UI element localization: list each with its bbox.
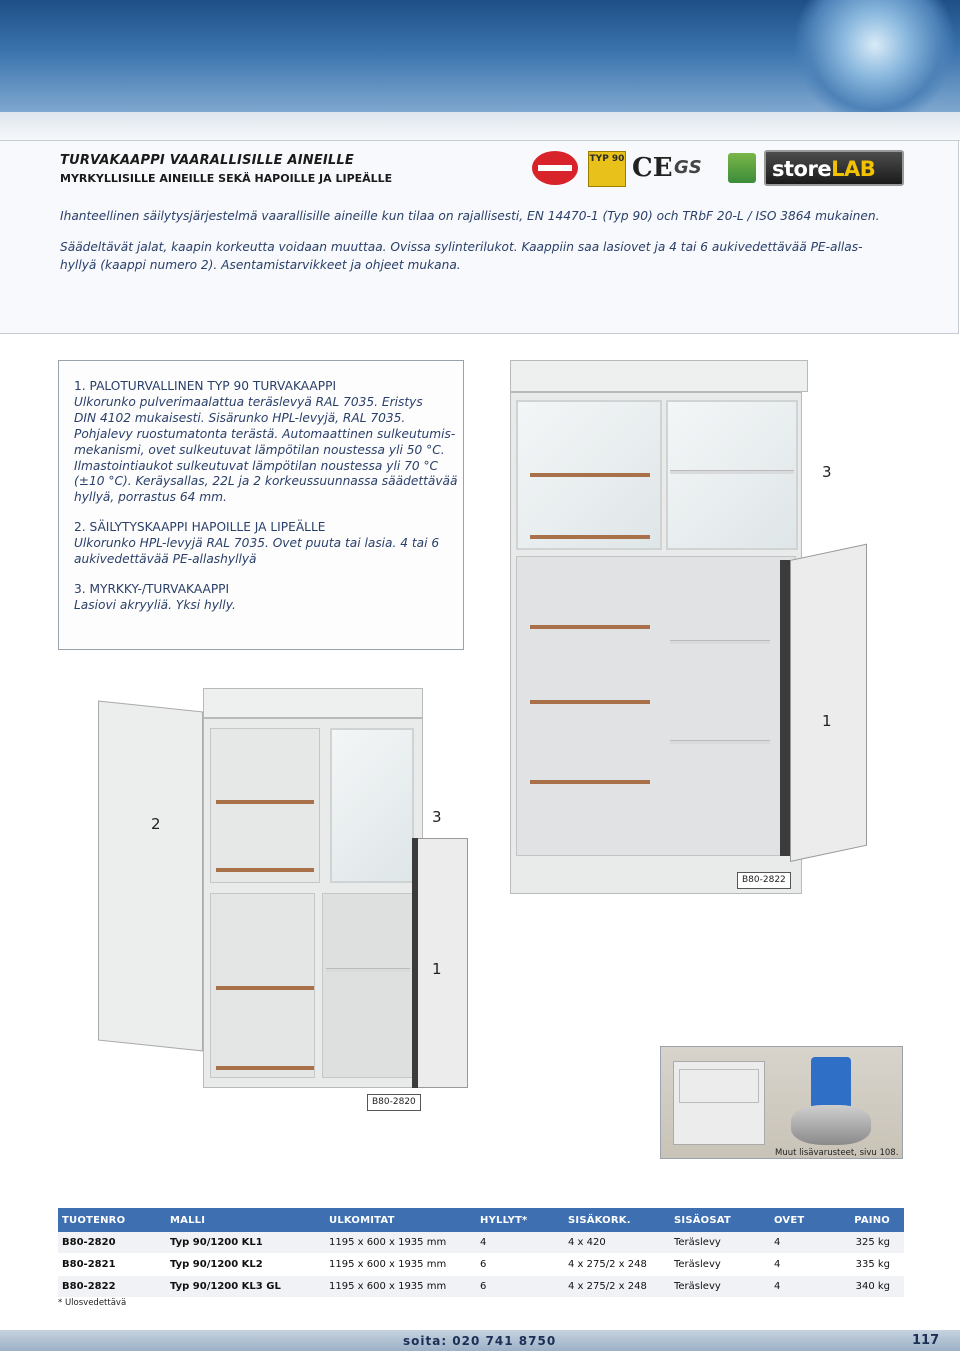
section-1-line: mekanismi, ovet sulkeutuvat lämpötilan noustessa yli 50 °C. [74,443,445,457]
page-number: 117 [912,1333,940,1348]
cabinet-image-b80-2820 [98,688,470,1088]
table-cell: B80-2821 [58,1254,166,1276]
table-cell: 4 x 275/2 x 248 [564,1276,670,1298]
table-cell: Typ 90/1200 KL1 [166,1232,325,1254]
water-drop-image [790,0,960,112]
model-label-b80-2820: B80-2820 [367,1094,421,1111]
spec-table [58,1208,904,1298]
section-3-line: Lasiovi akryyliä. Yksi hylly. [74,598,236,612]
cabinet-label-2: 2 [151,815,161,833]
table-cell: Teräslevy [670,1276,770,1298]
cabinet-label-1: 1 [822,712,832,730]
cabinet-image-b80-2822 [510,360,810,865]
column-header: TUOTENRO [58,1208,166,1232]
table-cell: 1195 x 600 x 1935 mm [325,1254,476,1276]
section-1-line: DIN 4102 mukaisesti. Sisärunko HPL-levyjä, RAL 7035. [74,411,406,425]
prohibition-logo-icon [532,151,578,185]
section-2-line: Ulkorunko HPL-levyjä RAL 7035. Ovet puuta tai lasia. 4 tai 6 [74,536,440,550]
table-cell: Teräslevy [670,1232,770,1254]
gs-mark-icon: GS [674,157,702,178]
table-cell: 4 [770,1276,846,1298]
table-cell: 335 kg [846,1254,904,1276]
eco-logo-icon [728,153,756,183]
column-header: SISÄOSAT [670,1208,770,1232]
column-header: PAINO [846,1208,904,1232]
storelab-logo [764,150,904,186]
section-1-line: (±10 °C). Keräysallas, 22L ja 2 korkeussuunnassa säädettävää [74,474,458,488]
table-cell: Teräslevy [670,1254,770,1276]
table-cell: 6 [476,1276,564,1298]
table-header-row [58,1208,904,1232]
table-cell: Typ 90/1200 KL2 [166,1254,325,1276]
intro-line-3: hyllyä (kaappi numero 2). Asentamistarvikkeet ja ohjeet mukana. [60,258,461,272]
table-cell: 4 x 420 [564,1232,670,1254]
column-header: OVET [770,1208,846,1232]
section-2-title: 2. SÄILYTYSKAAPPI HAPOILLE JA LIPEÄLLE [74,520,326,534]
cabinet-label-3: 3 [822,463,832,481]
table-cell: B80-2820 [58,1232,166,1254]
table-row [58,1254,904,1276]
table-cell: Typ 90/1200 KL3 GL [166,1276,325,1298]
cabinet-label-3: 3 [432,808,442,826]
table-footnote: * Ulosvedettävä [58,1298,127,1308]
table-cell: 4 [476,1232,564,1254]
intro-line-2: Säädeltävät jalat, kaapin korkeutta voidaan muuttaa. Ovissa sylinterilukot. Kaappiin saa lasiovet ja 4 tai 6 aukivedettävää PE-allas- [60,240,863,254]
column-header: ULKOMITAT [325,1208,476,1232]
cabinet-label-1: 1 [432,960,442,978]
column-header: HYLLYT* [476,1208,564,1232]
accessory-photo [660,1046,903,1159]
logo-lab-text: LAB [831,157,876,181]
table-row [58,1276,904,1298]
logo-store-text: store [772,157,832,181]
ce-mark-icon: CE [632,153,673,183]
page-subtitle: MYRKYLLISILLE AINEILLE SEKÄ HAPOILLE JA LIPEÄLLE [60,172,393,185]
column-header: SISÄKORK. [564,1208,670,1232]
certification-logos [532,149,907,189]
section-1-title: 1. PALOTURVALLINEN TYP 90 TURVAKAAPPI [74,379,337,393]
footer-phone: soita: 020 741 8750 [403,1334,557,1348]
section-3-title: 3. MYRKKY-/TURVAKAAPPI [74,582,230,596]
table-cell: 1195 x 600 x 1935 mm [325,1232,476,1254]
table-cell: 325 kg [846,1232,904,1254]
section-1-line: Pohjalevy ruostumatonta terästä. Automaattinen sulkeutumis- [74,427,456,441]
table-cell: 4 [770,1254,846,1276]
column-header: MALLI [166,1208,325,1232]
section-1-line: Ilmastointiaukot sulkeutuvat lämpötilan noustessa yli 70 °C [74,459,439,473]
banner-strip [0,112,960,141]
table-cell: 340 kg [846,1276,904,1298]
section-1-line: Ulkorunko pulverimaalattua teräslevyä RAL 7035. Eristys [74,395,423,409]
section-1-line: hyllyä, porrastus 64 mm. [74,490,227,504]
table-cell: 4 x 275/2 x 248 [564,1254,670,1276]
page-title: TURVAKAAPPI VAARALLISILLE AINEILLE [60,153,354,168]
model-label-b80-2822: B80-2822 [737,872,791,889]
intro-line-1: Ihanteellinen säilytysjärjestelmä vaarallisille aineille kun tilaa on rajallisesti, EN 14470-1 (Typ 90) och TRbF 20-L / ISO 3864 mukainen. [60,209,880,223]
table-cell: 1195 x 600 x 1935 mm [325,1276,476,1298]
table-cell: B80-2822 [58,1276,166,1298]
section-2-line: aukivedettävää PE-allashyllyä [74,552,257,566]
table-cell: 6 [476,1254,564,1276]
table-cell: 4 [770,1232,846,1254]
typ90-logo: TYP 90 [588,151,626,187]
table-row [58,1232,904,1254]
accessory-caption: Muut lisävarusteet, sivu 108. [775,1148,899,1158]
